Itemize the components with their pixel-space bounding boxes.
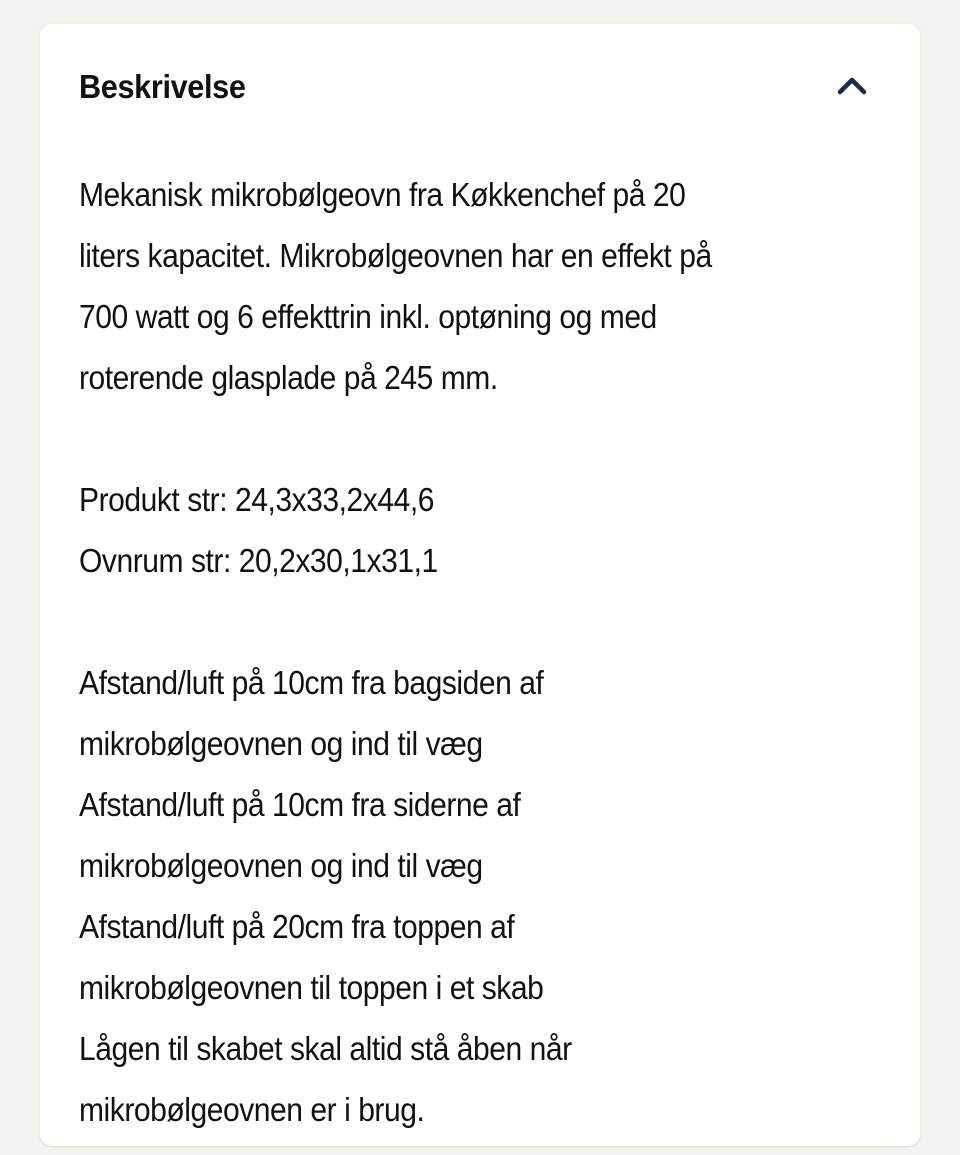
text-line: Mekanisk mikrobølgeovn fra Køkkenchef på 20 xyxy=(79,176,686,213)
text-line: Afstand/luft på 20cm fra toppen af xyxy=(79,908,515,945)
text-line: Afstand/luft på 10cm fra siderne af xyxy=(79,786,521,823)
text-line: mikrobølgeovnen og ind til væg xyxy=(79,725,483,762)
text-line: mikrobølgeovnen og ind til væg xyxy=(79,847,483,884)
text-line: Afstand/luft på 10cm fra bagsiden af xyxy=(79,664,544,701)
cavity-dimensions: Ovnrum str: 20,2x30,1x31,1 xyxy=(79,542,438,579)
text-line: mikrobølgeovnen til toppen i et skab xyxy=(79,969,544,1006)
description-accordion xyxy=(40,24,920,1146)
chevron-up-icon[interactable] xyxy=(835,70,869,104)
description-text xyxy=(79,164,879,1140)
accordion-header[interactable] xyxy=(79,62,869,112)
product-dimensions: Produkt str: 24,3x33,2x44,6 xyxy=(79,481,434,518)
text-line: roterende glasplade på 245 mm. xyxy=(79,359,498,396)
text-line: Lågen til skabet skal altid stå åben når xyxy=(79,1030,572,1067)
section-title: Beskrivelse xyxy=(79,68,246,105)
text-line: mikrobølgeovnen er i brug. xyxy=(79,1091,425,1128)
text-line: liters kapacitet. Mikrobølgeovnen har en effekt på xyxy=(79,237,712,274)
text-line: 700 watt og 6 effekttrin inkl. optøning og med xyxy=(79,298,657,335)
